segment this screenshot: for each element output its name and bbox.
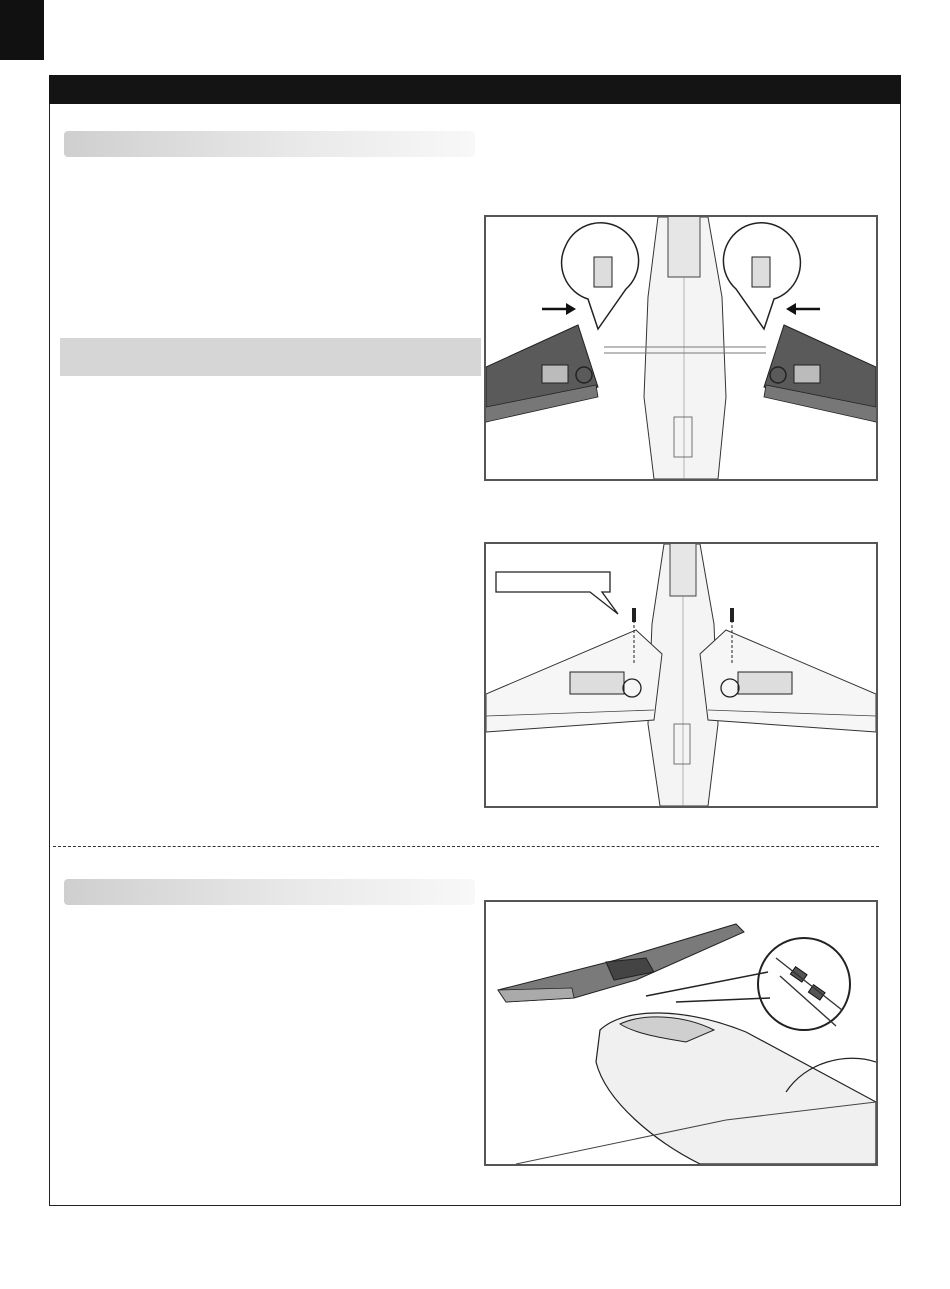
subheading-bar-2 [60, 338, 481, 376]
page-corner-tab [0, 0, 44, 60]
wing-screw-installation-illustration [486, 544, 876, 806]
subheading-bar-3 [64, 879, 475, 905]
subheading-bar-1 [64, 131, 475, 157]
section-divider [53, 846, 879, 847]
wing-servo-connector-illustration [486, 217, 876, 479]
figure-wing-connectors [484, 215, 878, 481]
figure-canard-connector [484, 900, 878, 1166]
section-header-bar [49, 75, 901, 104]
canard-wing-connector-illustration [486, 902, 876, 1164]
figure-wing-screws [484, 542, 878, 808]
